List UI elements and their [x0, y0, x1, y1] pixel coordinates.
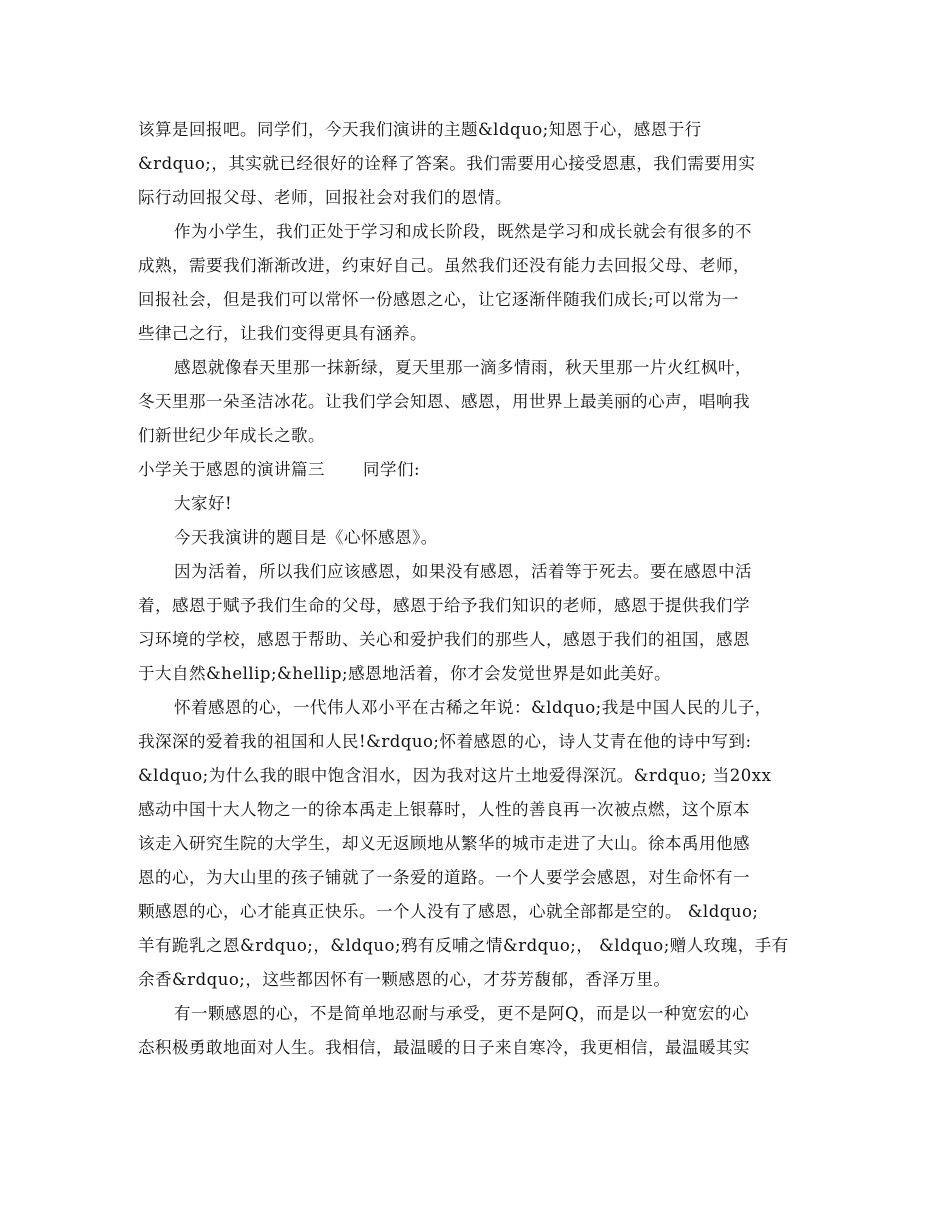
section-heading	[138, 453, 828, 487]
text-line: 感恩就像春天里那一抹新绿，夏天里那一滴多情雨，秋天里那一片火红枫叶，	[174, 358, 752, 377]
text-line: 些律己之行，让我们变得更具有涵养。	[138, 324, 427, 343]
text-line: 回报社会，但是我们可以常怀一份感恩之心，让它逐渐伴随我们成长;可以常为一	[138, 290, 740, 309]
text-line: 该算是回报吧。同学们，今天我们演讲的主题&ldquo;知恩于心，感恩于行	[138, 120, 702, 139]
text-line: 冬天里那一朵圣洁冰花。让我们学会知恩、感恩，用世界上最美丽的心声，唱响我	[138, 392, 750, 411]
text-line: 大家好!	[174, 494, 233, 513]
text-line: 今天我演讲的题目是《心怀感恩》。	[174, 528, 438, 547]
text-line: 态积极勇敢地面对人生。我相信，最温暖的日子来自寒冷，我更相信，最温暖其实	[138, 1038, 750, 1057]
section-title: 小学关于感恩的演讲篇三	[138, 460, 325, 479]
text-line: 羊有跪乳之恩&rdquo;，&ldquo;鸦有反哺之情&rdquo;， &ldquo;赠人玫瑰，手有	[138, 936, 789, 955]
greeting: 同学们:	[363, 460, 421, 479]
text-line: 习环境的学校，感恩于帮助、关心和爱护我们的那些人，感恩于我们的祖国，感恩	[138, 630, 750, 649]
text-line: 作为小学生，我们正处于学习和成长阶段，既然是学习和成长就会有很多的不	[174, 222, 752, 241]
text-line: 际行动回报父母、老师，回报社会对我们的恩情。	[138, 188, 512, 207]
text-line: 着，感恩于赋予我们生命的父母，感恩于给予我们知识的老师，感恩于提供我们学	[138, 596, 750, 615]
text-line: 颗感恩的心，心才能真正快乐。一个人没有了感恩，心就全部都是空的。 &ldquo;	[138, 902, 759, 921]
text-line: 有一颗感恩的心，不是简单地忍耐与承受，更不是阿Q，而是以一种宽宏的心	[174, 1004, 750, 1023]
text-line: 成熟，需要我们渐渐改进，约束好自己。虽然我们还没有能力去回报父母、老师，	[138, 256, 750, 275]
text-line: 恩的心，为大山里的孩子铺就了一条爱的道路。一个人要学会感恩，对生命怀有一	[138, 868, 750, 887]
text-line: 该走入研究生院的大学生，却义无返顾地从繁华的城市走进了大山。徐本禹用他感	[138, 834, 750, 853]
text-line: 怀着感恩的心，一代伟人邓小平在古稀之年说：&ldquo;我是中国人民的儿子，	[174, 698, 772, 717]
text-line: 我深深的爱着我的祖国和人民!&rdquo;怀着感恩的心，诗人艾青在他的诗中写到:	[138, 732, 752, 751]
text-line: 于大自然&hellip;&hellip;感恩地活着，你才会发觉世界是如此美好。	[138, 664, 672, 683]
text-line: 因为活着，所以我们应该感恩，如果没有感恩，活着等于死去。要在感恩中活	[174, 562, 752, 581]
text-line: &rdquo;，其实就已经很好的诠释了答案。我们需要用心接受恩惠，我们需要用实	[138, 154, 756, 173]
text-line: 感动中国十大人物之一的徐本禹走上银幕时，人性的善良再一次被点燃，这个原本	[138, 800, 750, 819]
text-line: 余香&rdquo;，这些都因怀有一颗感恩的心，才芬芳馥郁，香泽万里。	[138, 970, 671, 989]
text-line: &ldquo;为什么我的眼中饱含泪水，因为我对这片土地爱得深沉。&rdquo; 当20xx	[138, 766, 772, 785]
text-line: 们新世纪少年成长之歌。	[138, 426, 325, 445]
document-body	[138, 113, 828, 1065]
